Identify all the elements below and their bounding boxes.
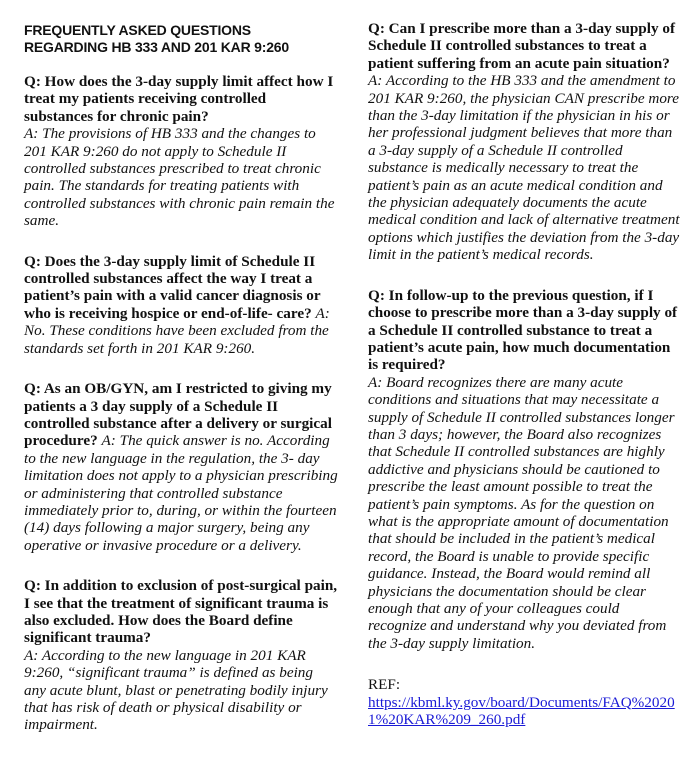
faq-item-chronic-pain — [24, 73, 338, 230]
faq-question: Q: In follow-up to the previous question, if I choose to prescribe more than a 3-day supply of a Schedule II controlled substance to treat a patient’s acute pain, how much documentation is required? — [368, 286, 678, 374]
reference-link[interactable]: https://kbml.ky.gov/board/Documents/FAQ%20201%20KAR%209_260.pdf — [368, 693, 675, 729]
faq-item-cancer-hospice — [24, 253, 338, 357]
faq-answer: A: Board recognizes there are many acute conditions and situations that may necessitate a supply of Schedule II controlled substances longer than 3 days; however, the Board also recognizes that Schedule II controlled substances are highly addictive and physicians should be cautioned to prescribe the least amount possible to treat the patient’s pain symptoms. As for the question on what is the appropriate amount of documentation that should be included in the patient’s medical record, the Board is unable to provide specific guidance. Instead, the Board would remind all physicians the documentation should be clear enough that any of your colleagues could recognize and understand why you deviated from the 3-day supply limitation. — [368, 373, 675, 652]
faq-answer: A: According to the new language in 201 KAR 9:260, “significant trauma” is defined as being any acute blunt, blast or penetrating bodily injury that has risk of death or physical disability or impairment. — [24, 646, 328, 734]
document-heading: FREQUENTLY ASKED QUESTIONS REGARDING HB 333 AND 201 KAR 9:260 — [24, 22, 289, 55]
reference — [368, 676, 680, 728]
faq-item-documentation — [368, 287, 680, 653]
faq-item-more-than-3-day — [368, 20, 680, 264]
faq-answer: A: No. These conditions have been excluded from the standards set forth in 201 KAR 9:260. — [24, 304, 330, 357]
faq-question: Q: In addition to exclusion of post-surgical pain, I see that the treatment of significant trauma is also excluded. How does the Board define significant trauma? — [24, 577, 338, 647]
faq-question: Q: Does the 3-day supply limit of Schedule II controlled substances affect the way I treat a patient’s pain with a valid cancer diagnosis or who is receiving hospice or end-of-life- care? — [24, 252, 321, 322]
faq-question: Q: As an OB/GYN, am I restricted to giving my patients a 3 day supply of a Schedule II controlled substance after a delivery or surgical procedure? — [24, 380, 332, 450]
faq-answer: A: The provisions of HB 333 and the changes to 201 KAR 9:260 do not apply to Schedule II controlled substances prescribed to treat chronic pain. The standards for treating patients with controlled substances with chronic pain remain the same. — [24, 125, 335, 230]
faq-item-significant-trauma — [24, 577, 338, 734]
reference-label: REF: — [368, 676, 401, 694]
left-column — [24, 0, 338, 734]
faq-question: Q: Can I prescribe more than a 3-day supply of Schedule II controlled substances to treat a patient suffering from an acute pain situation? — [368, 20, 676, 72]
right-column — [368, 0, 680, 728]
faq-item-obgyn — [24, 380, 338, 554]
faq-answer: A: According to the HB 333 and the amendment to 201 KAR 9:260, the physician CAN prescribe more than the 3-day limitation if the physician in his or her professional judgment believes that more than a 3-day supply of a Schedule II controlled substance is medically necessary to treat the patient’s pain as an acute medical condition and the physician adequately documents the acute medical condition and lack of alternative treatment options which justifies the deviation from the 3-day limit in the patient’s medical records. — [368, 72, 680, 264]
faq-answer: A: The quick answer is no. According to the new language in the regulation, the 3- day limitation does not apply to a physician prescribing or administering that controlled substance immediately prior to, during, or within the fourteen (14) days following a major surgery, being any operative or invasive procedure or a delivery. — [24, 432, 338, 554]
faq-question: Q: How does the 3-day supply limit affect how I treat my patients receiving controlled substances for chronic pain? — [24, 73, 334, 125]
